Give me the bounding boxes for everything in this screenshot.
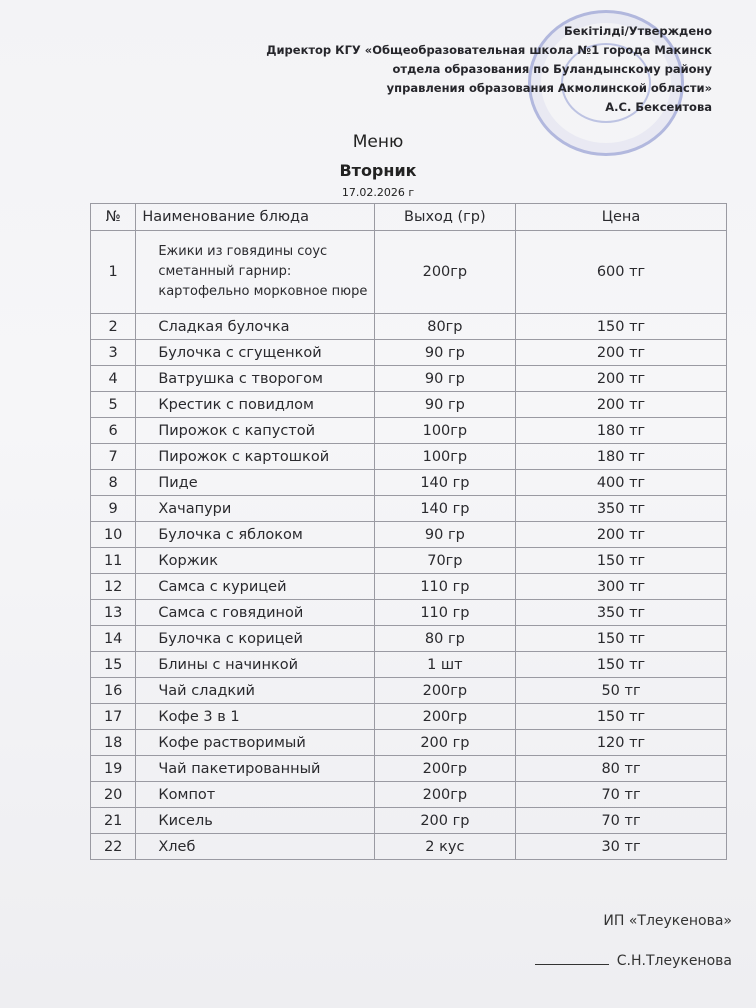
table-row	[91, 314, 727, 340]
dish-name: Компот	[136, 782, 374, 808]
dish-price: 150 тг	[516, 704, 727, 730]
dish-price: 50 тг	[516, 678, 727, 704]
dish-output: 140 гр	[374, 470, 515, 496]
dish-price: 200 тг	[516, 392, 727, 418]
table-row	[91, 470, 727, 496]
table-row	[91, 626, 727, 652]
table-row	[91, 730, 727, 756]
dish-output: 70гр	[374, 548, 515, 574]
approval-line: Бекітілді/Утверждено	[564, 24, 712, 38]
row-number: 9	[91, 496, 136, 522]
approval-line: Директор КГУ «Общеобразовательная школа №1 города Макинск	[266, 43, 712, 57]
menu-day: Вторник	[339, 161, 417, 180]
dish-name: Кофе растворимый	[136, 730, 374, 756]
dish-price: 30 тг	[516, 834, 727, 860]
approval-signatory: А.С. Бексеитова	[605, 100, 712, 114]
dish-name: Пирожок с картошкой	[136, 444, 374, 470]
table-row	[91, 366, 727, 392]
dish-output: 100гр	[374, 444, 515, 470]
dish-name: Хачапури	[136, 496, 374, 522]
table-row	[91, 834, 727, 860]
table-row	[91, 808, 727, 834]
footer-signature-line	[535, 953, 732, 969]
table-row	[91, 522, 727, 548]
dish-price: 150 тг	[516, 652, 727, 678]
dish-name: Самса с говядиной	[136, 600, 374, 626]
dish-price: 600 тг	[516, 231, 727, 314]
row-number: 7	[91, 444, 136, 470]
dish-output: 110 гр	[374, 600, 515, 626]
approval-block	[232, 22, 712, 117]
dish-output: 2 кус	[374, 834, 515, 860]
row-number: 15	[91, 652, 136, 678]
row-number: 13	[91, 600, 136, 626]
dish-name: Сладкая булочка	[136, 314, 374, 340]
footer-signature: С.Н.Тлеукенова	[616, 953, 732, 969]
table-row	[91, 340, 727, 366]
dish-price: 180 тг	[516, 444, 727, 470]
table-row	[91, 652, 727, 678]
table-row	[91, 231, 727, 314]
approval-line: отдела образования по Буландынскому району	[392, 62, 712, 76]
row-number: 16	[91, 678, 136, 704]
row-number: 2	[91, 314, 136, 340]
row-number: 18	[91, 730, 136, 756]
table-row	[91, 756, 727, 782]
approval-line: управления образования Акмолинской области»	[386, 81, 712, 95]
signature-underline	[535, 964, 609, 965]
dish-name: Коржик	[136, 548, 374, 574]
table-row	[91, 392, 727, 418]
row-number: 21	[91, 808, 136, 834]
dish-output: 90 гр	[374, 366, 515, 392]
dish-output: 200гр	[374, 756, 515, 782]
dish-name: Кофе 3 в 1	[136, 704, 374, 730]
row-number: 22	[91, 834, 136, 860]
dish-name: Ежики из говядины соус сметанный гарнир: картофельно морковное пюре	[136, 231, 374, 314]
dish-name: Пирожок с капустой	[136, 418, 374, 444]
table-row	[91, 600, 727, 626]
dish-name: Крестик с повидлом	[136, 392, 374, 418]
menu-table	[90, 203, 727, 860]
dish-name: Ватрушка с творогом	[136, 366, 374, 392]
dish-name: Кисель	[136, 808, 374, 834]
dish-name: Блины с начинкой	[136, 652, 374, 678]
table-row	[91, 418, 727, 444]
dish-output: 90 гр	[374, 340, 515, 366]
dish-output: 110 гр	[374, 574, 515, 600]
row-number: 8	[91, 470, 136, 496]
dish-name: Хлеб	[136, 834, 374, 860]
table-row	[91, 444, 727, 470]
dish-name: Булочка с яблоком	[136, 522, 374, 548]
table-row	[91, 574, 727, 600]
dish-output: 80 гр	[374, 626, 515, 652]
dish-name: Чай сладкий	[136, 678, 374, 704]
dish-output: 140 гр	[374, 496, 515, 522]
table-row	[91, 678, 727, 704]
dish-output: 200гр	[374, 782, 515, 808]
dish-price: 150 тг	[516, 314, 727, 340]
dish-output: 200гр	[374, 678, 515, 704]
dish-price: 300 тг	[516, 574, 727, 600]
table-row	[91, 496, 727, 522]
dish-price: 70 тг	[516, 808, 727, 834]
dish-name: Чай пакетированный	[136, 756, 374, 782]
dish-price: 150 тг	[516, 548, 727, 574]
dish-output: 90 гр	[374, 522, 515, 548]
menu-title: Меню	[352, 132, 404, 152]
row-number: 14	[91, 626, 136, 652]
table-row	[91, 704, 727, 730]
row-number: 17	[91, 704, 136, 730]
row-number: 3	[91, 340, 136, 366]
column-header-dish: Наименование блюда	[136, 204, 374, 231]
row-number: 19	[91, 756, 136, 782]
dish-price: 200 тг	[516, 522, 727, 548]
dish-price: 200 тг	[516, 366, 727, 392]
column-header-output: Выход (гр)	[374, 204, 515, 231]
dish-output: 1 шт	[374, 652, 515, 678]
dish-output: 80гр	[374, 314, 515, 340]
table-header-row	[91, 204, 727, 231]
column-header-price: Цена	[516, 204, 727, 231]
row-number: 11	[91, 548, 136, 574]
row-number: 10	[91, 522, 136, 548]
dish-price: 150 тг	[516, 626, 727, 652]
row-number: 12	[91, 574, 136, 600]
row-number: 5	[91, 392, 136, 418]
menu-date: 17.02.2026 г	[341, 186, 415, 199]
dish-output: 100гр	[374, 418, 515, 444]
dish-price: 350 тг	[516, 600, 727, 626]
dish-output: 200гр	[374, 231, 515, 314]
dish-price: 70 тг	[516, 782, 727, 808]
footer-company: ИП «Тлеукенова»	[603, 913, 732, 929]
dish-price: 400 тг	[516, 470, 727, 496]
dish-output: 200гр	[374, 704, 515, 730]
dish-output: 200 гр	[374, 808, 515, 834]
dish-price: 180 тг	[516, 418, 727, 444]
row-number: 4	[91, 366, 136, 392]
dish-price: 350 тг	[516, 496, 727, 522]
row-number: 1	[91, 231, 136, 314]
column-header-number: №	[91, 204, 136, 231]
dish-price: 200 тг	[516, 340, 727, 366]
table-row	[91, 782, 727, 808]
dish-output: 90 гр	[374, 392, 515, 418]
dish-name: Булочка с корицей	[136, 626, 374, 652]
dish-name: Булочка с сгущенкой	[136, 340, 374, 366]
dish-name: Пиде	[136, 470, 374, 496]
table-row	[91, 548, 727, 574]
dish-price: 80 тг	[516, 756, 727, 782]
dish-price: 120 тг	[516, 730, 727, 756]
row-number: 6	[91, 418, 136, 444]
dish-output: 200 гр	[374, 730, 515, 756]
row-number: 20	[91, 782, 136, 808]
dish-name: Самса с курицей	[136, 574, 374, 600]
